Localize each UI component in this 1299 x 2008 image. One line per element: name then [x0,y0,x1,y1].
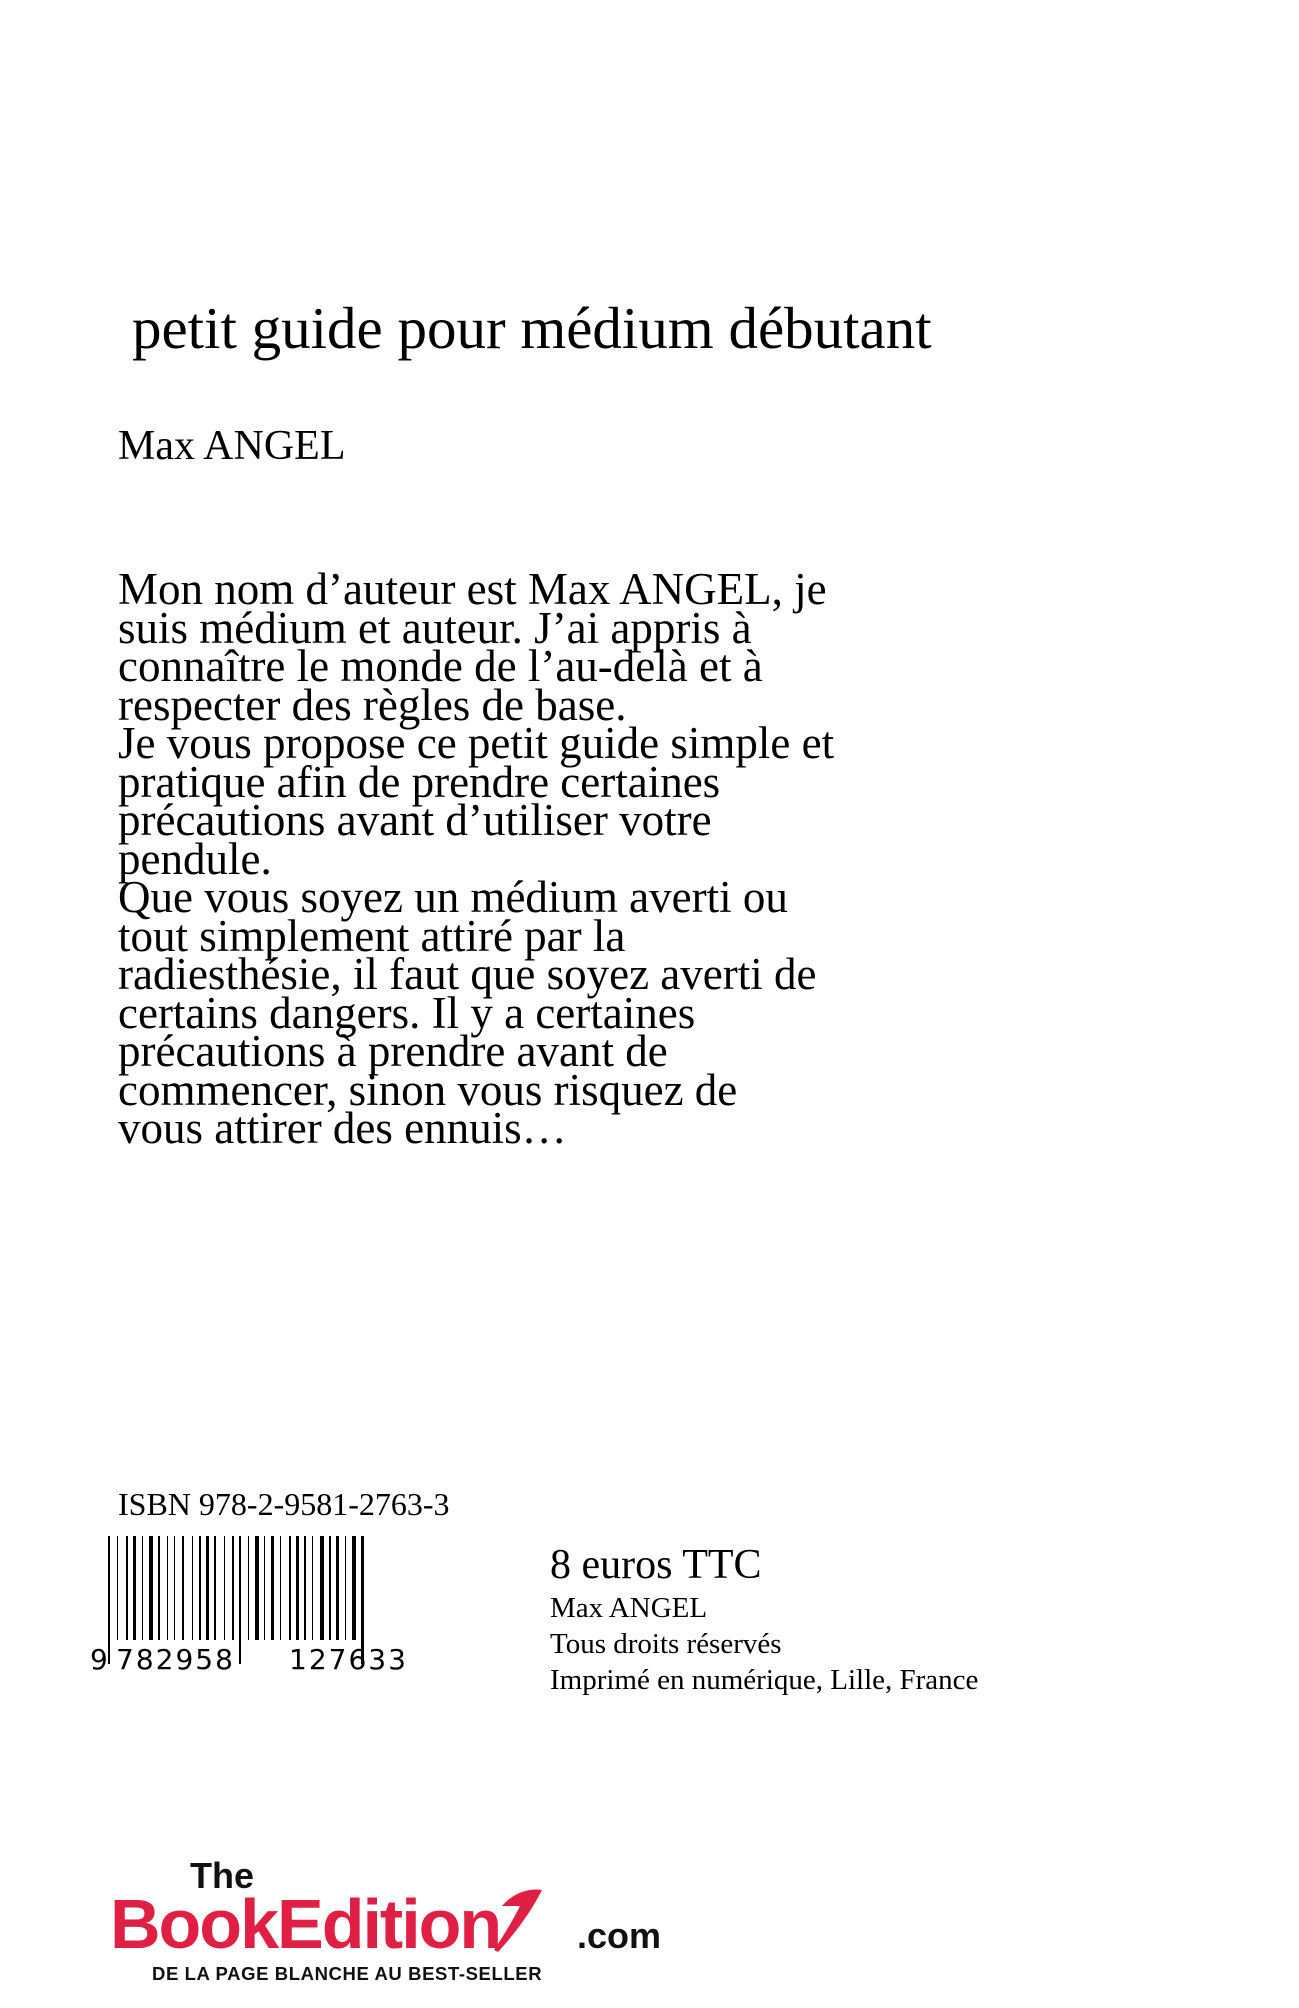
barcode-bar [167,1536,168,1640]
logo-tagline: DE LA PAGE BLANCHE AU BEST-SELLER [152,1963,543,1984]
barcode-bar [192,1536,193,1640]
barcode-digit-lead: 9 [90,1643,108,1672]
blurb-line: Mon nom d’auteur est Max ANGEL, je [118,564,827,614]
barcode-bar [158,1536,160,1640]
barcode-bar [206,1536,209,1640]
barcode-bar [133,1536,136,1640]
blurb-line: Que vous soyez un médium averti ou [118,872,788,922]
barcode-bar [174,1536,175,1640]
barcode-bar [248,1536,249,1640]
barcode-bar [214,1536,216,1640]
blurb-line: vous attirer des ennuis… [118,1103,567,1153]
logo-domain: .com [577,1915,662,1956]
barcode-bar [142,1536,143,1640]
barcode-bar [264,1536,265,1640]
barcode-bar [182,1536,184,1640]
logo-brand [110,1885,500,1963]
barcode-bar [232,1536,234,1640]
isbn-label: ISBN 978-2-9581-2763-3 [118,1486,450,1522]
barcode-bar [108,1536,110,1664]
price-info [550,1540,978,1698]
barcode-bar [320,1536,324,1640]
bookedition-logo [110,1848,750,1988]
rights-line: Tous droits réservés [550,1628,782,1660]
blurb-line: pendule. [118,833,272,884]
book-title: petit guide pour médium débutant [132,295,932,361]
logo-brand-o: o [418,1885,460,1963]
blurb-line: suis médium et auteur. J’ai appris à [118,602,752,653]
back-cover-blurb [118,564,998,1153]
blurb-line: radiesthésie, il faut que soyez averti de [118,949,817,999]
barcode-bar [199,1536,201,1640]
barcode-digits-left: 782958 [116,1643,235,1672]
barcode-bar [126,1536,128,1640]
blurb-line: précautions avant d’utiliser votre [118,795,712,845]
blurb-line: respecter des règles de base. [118,679,627,730]
barcode-bar [336,1536,339,1640]
blurb-line: connaître le monde de l’au-delà et à [118,641,763,691]
blurb-line: pratique afin de prendre certaines [118,756,721,807]
barcode-bar [329,1536,331,1640]
isbn-barcode [82,1536,492,1672]
logo-brand-main: BookEditi [110,1885,419,1963]
logo-the: The [190,1855,255,1896]
quill-icon [494,1890,542,1952]
barcode-bar [224,1536,225,1640]
publisher-line: Max ANGEL [550,1592,708,1624]
barcode-bar [289,1536,291,1640]
barcode-bar [312,1536,313,1640]
price: 8 euros TTC [550,1542,762,1588]
logo-brand-end: n [459,1885,501,1963]
barcode-digits-right: 127633 [289,1643,408,1672]
blurb-line: précautions à prendre avant de [118,1026,668,1076]
barcode-bar [280,1536,281,1640]
blurb-line: certains dangers. Il y a certaines [118,987,696,1038]
blurb-line: tout simplement attiré par la [118,910,626,961]
blurb-line: Je vous propose ce petit guide simple et [118,718,835,768]
printing-line: Imprimé en numérique, Lille, France [550,1664,979,1696]
barcode-bar [117,1536,118,1640]
barcode-bar [271,1536,274,1640]
barcode-bar [149,1536,153,1640]
barcode-bar [239,1536,241,1664]
barcode-bar [352,1536,356,1640]
barcode-bar [304,1536,306,1640]
barcode-bar [345,1536,346,1640]
barcode-bar [296,1536,299,1640]
barcode-bar [255,1536,259,1640]
blurb-line: commencer, sinon vous risquez de [118,1064,738,1115]
author-name: Max ANGEL [118,423,346,469]
